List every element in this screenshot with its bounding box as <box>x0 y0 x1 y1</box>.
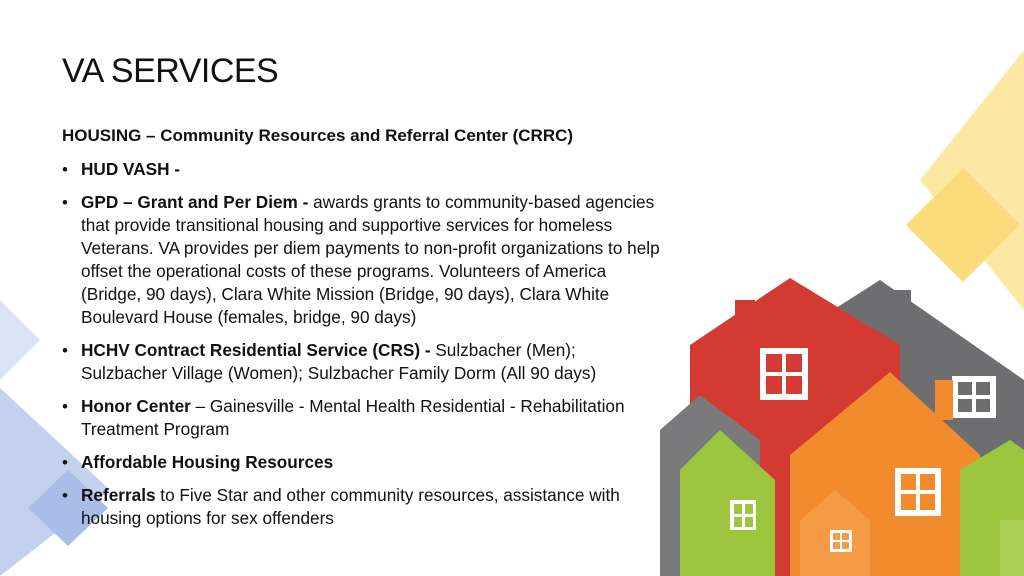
window-icon <box>730 500 756 530</box>
bullet-text: – Gainesville - Mental Health Residential - Rehabilitation Treatment Program <box>81 396 625 439</box>
list-item <box>62 395 662 441</box>
list-item <box>62 451 662 474</box>
bullet-bold: Honor Center <box>81 396 191 416</box>
bullet-bold: HUD VASH - <box>81 159 180 179</box>
slide-title: VA SERVICES <box>62 52 279 90</box>
window-icon <box>830 530 852 552</box>
bullet-text: awards grants to community-based agencies that provide transitional housing and supportive services for homeless Veterans. VA provides per diem payments to non-profit organizations to help offset the operational costs of these programs. Volunteers of America (Bridge, 90 days), Clara White Mission (Bridge, 90 days), Clara White Boulevard House (females, bridge, 90 days) <box>81 192 660 327</box>
list-item <box>62 484 662 530</box>
window-icon <box>895 468 941 516</box>
blue-diamond-edge <box>0 300 40 380</box>
section-heading: HOUSING – Community Resources and Referral Center (CRRC) <box>62 126 574 145</box>
list-item <box>62 339 662 385</box>
bullet-bold: HCHV Contract Residential Service (CRS) - <box>81 340 431 360</box>
bullet-bold: GPD – Grant and Per Diem - <box>81 192 309 212</box>
bullet-list <box>62 158 662 540</box>
list-item <box>62 158 662 181</box>
bullet-text: Sulzbacher (Men); Sulzbacher Village (Women); Sulzbacher Family Dorm (All 90 days) <box>81 340 597 383</box>
bullet-bold: Affordable Housing Resources <box>81 452 334 472</box>
window-icon <box>760 348 808 400</box>
list-item <box>62 191 662 329</box>
bullet-text: to Five Star and other community resources, assistance with housing options for sex offenders <box>81 485 620 528</box>
bullet-bold: Referrals <box>81 485 156 505</box>
window-icon <box>952 376 996 418</box>
